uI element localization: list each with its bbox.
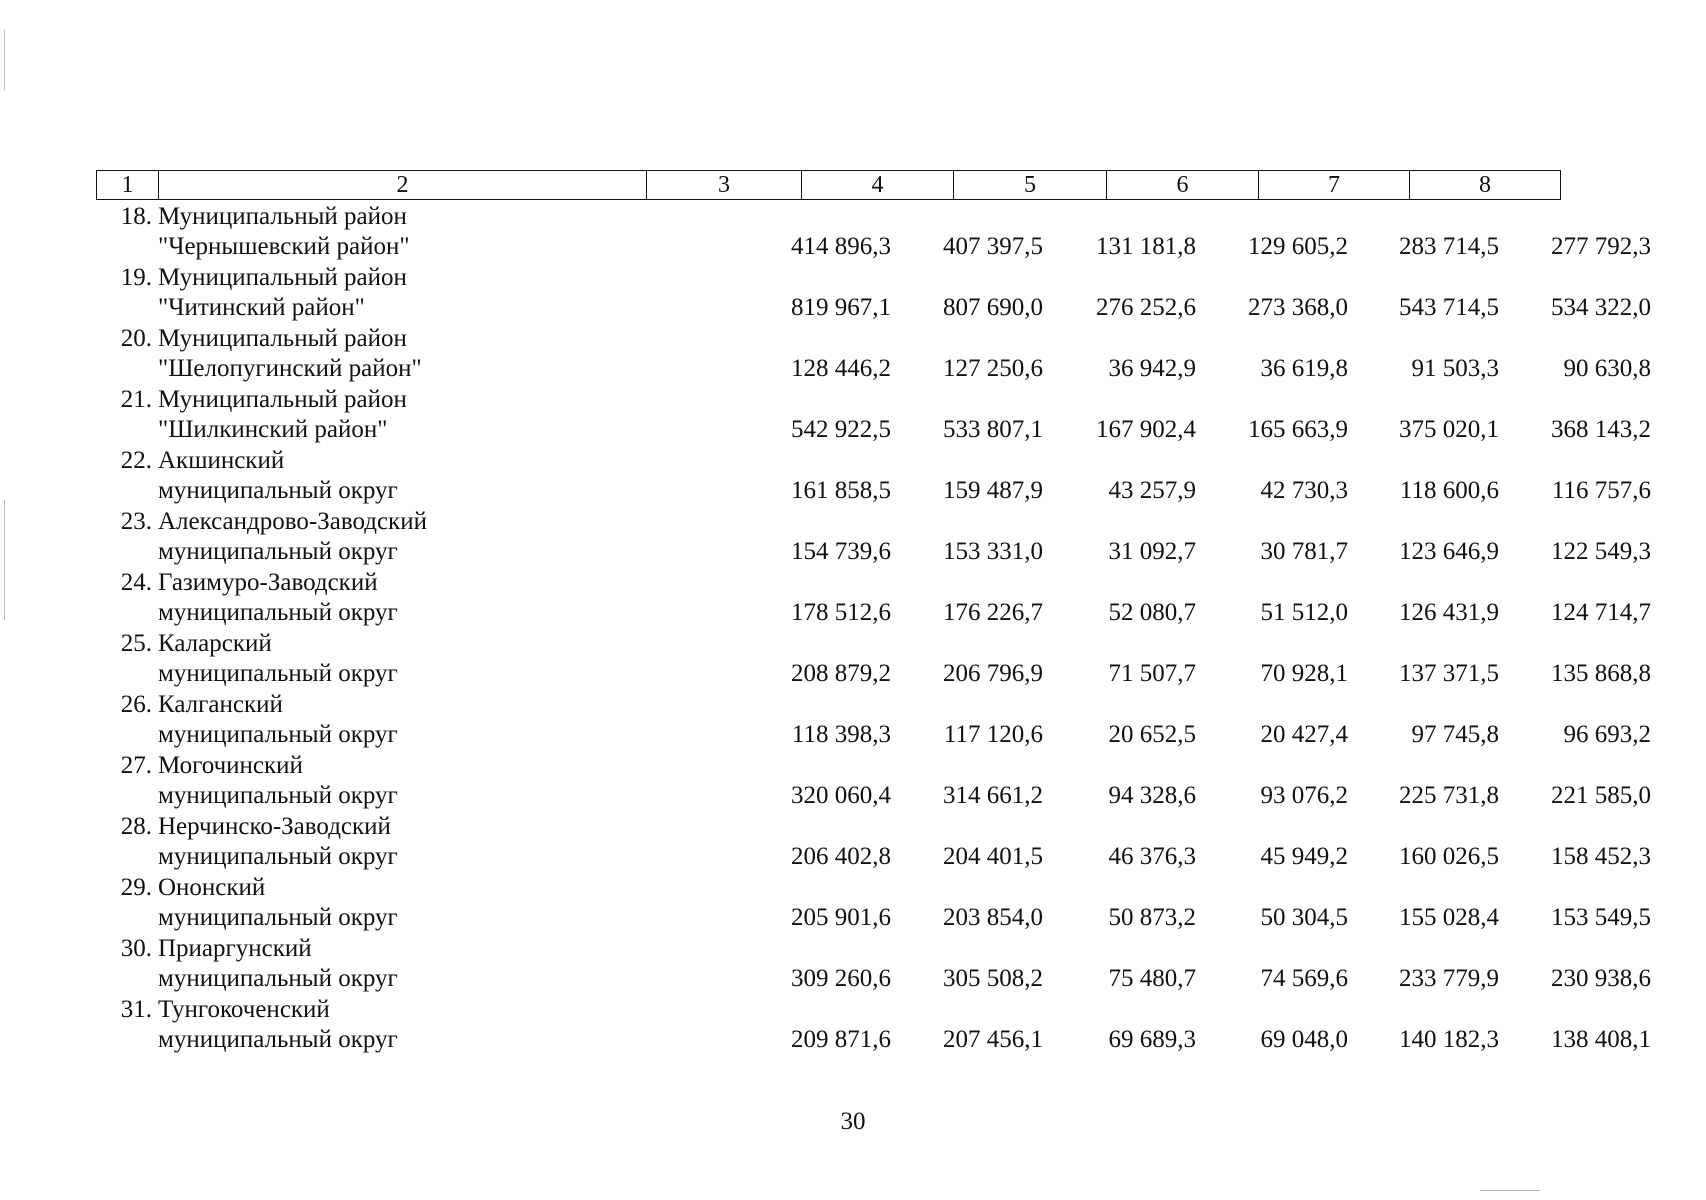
header-col-1: 1: [97, 171, 159, 200]
cell-col-5: 46 376,3: [1108, 843, 1196, 870]
row-name-line2: "Шелопугинский район": [158, 355, 422, 382]
row-name-line1: Муниципальный район: [158, 264, 407, 291]
cell-col-5: 71 507,7: [1108, 660, 1196, 687]
cell-col-4: 206 796,9: [943, 660, 1043, 687]
table-row: [96, 324, 1651, 385]
row-number: 19.: [120, 264, 152, 291]
cell-col-5: 31 092,7: [1108, 538, 1196, 565]
row-name-line2: муниципальный округ: [158, 538, 398, 565]
row-name-line1: Могочинский: [158, 752, 303, 779]
cell-col-8: 90 630,8: [1563, 355, 1651, 382]
column-number-header: [96, 170, 1561, 200]
row-name-line1: Нерчинско-Заводский: [158, 813, 391, 840]
cell-col-7: 118 600,6: [1399, 477, 1499, 504]
cell-col-3: 161 858,5: [791, 477, 891, 504]
row-name-line1: Муниципальный район: [158, 325, 407, 352]
cell-col-3: 154 739,6: [791, 538, 891, 565]
cell-col-5: 50 873,2: [1108, 904, 1196, 931]
header-col-4: 4: [802, 171, 954, 200]
table-row: [96, 385, 1651, 446]
row-number: 29.: [120, 874, 152, 901]
cell-col-7: 375 020,1: [1399, 416, 1499, 443]
cell-col-8: 230 938,6: [1551, 965, 1651, 992]
header-col-8: 8: [1410, 171, 1561, 200]
row-name-line2: муниципальный округ: [158, 965, 398, 992]
row-number: 27.: [120, 752, 152, 779]
row-name-line2: муниципальный округ: [158, 904, 398, 931]
cell-col-6: 93 076,2: [1260, 782, 1348, 809]
cell-col-3: 205 901,6: [791, 904, 891, 931]
cell-col-7: 160 026,5: [1399, 843, 1499, 870]
cell-col-8: 277 792,3: [1551, 233, 1651, 260]
row-name-line1: Каларский: [158, 630, 272, 657]
cell-col-6: 129 605,2: [1248, 233, 1348, 260]
cell-col-7: 123 646,9: [1399, 538, 1499, 565]
table-row: [96, 873, 1651, 934]
row-name-line2: муниципальный округ: [158, 599, 398, 626]
cell-col-5: 75 480,7: [1108, 965, 1196, 992]
table-row: [96, 751, 1651, 812]
row-number: 18.: [120, 203, 152, 230]
row-name-line2: "Читинский район": [158, 294, 365, 321]
cell-col-7: 225 731,8: [1399, 782, 1499, 809]
cell-col-8: 135 868,8: [1551, 660, 1651, 687]
cell-col-7: 543 714,5: [1399, 294, 1499, 321]
row-name-line2: муниципальный округ: [158, 477, 398, 504]
scan-artifact: [1480, 1190, 1540, 1191]
cell-col-7: 283 714,5: [1399, 233, 1499, 260]
cell-col-5: 167 902,4: [1096, 416, 1196, 443]
row-number: 20.: [120, 325, 152, 352]
cell-col-6: 273 368,0: [1248, 294, 1348, 321]
cell-col-6: 50 304,5: [1260, 904, 1348, 931]
cell-col-4: 807 690,0: [943, 294, 1043, 321]
cell-col-3: 819 967,1: [791, 294, 891, 321]
row-number: 28.: [120, 813, 152, 840]
cell-col-3: 414 896,3: [791, 233, 891, 260]
cell-col-3: 209 871,6: [791, 1026, 891, 1053]
table-row: [96, 568, 1651, 629]
table-row: [96, 202, 1651, 263]
cell-col-3: 208 879,2: [791, 660, 891, 687]
row-name-line1: Газимуро-Заводский: [158, 569, 378, 596]
cell-col-4: 305 508,2: [943, 965, 1043, 992]
row-name-line2: муниципальный округ: [158, 660, 398, 687]
header-col-3: 3: [647, 171, 802, 200]
cell-col-7: 155 028,4: [1399, 904, 1499, 931]
cell-col-3: 206 402,8: [791, 843, 891, 870]
row-name-line2: "Шилкинский район": [158, 416, 388, 443]
table-row: [96, 629, 1651, 690]
cell-col-5: 43 257,9: [1108, 477, 1196, 504]
cell-col-4: 203 854,0: [943, 904, 1043, 931]
row-name-line1: Приаргунский: [158, 935, 312, 962]
cell-col-8: 153 549,5: [1551, 904, 1651, 931]
table-row: [96, 446, 1651, 507]
cell-col-6: 36 619,8: [1260, 355, 1348, 382]
cell-col-5: 276 252,6: [1096, 294, 1196, 321]
scan-artifact: [4, 500, 5, 620]
header-col-7: 7: [1259, 171, 1410, 200]
row-number: 22.: [120, 447, 152, 474]
cell-col-3: 128 446,2: [791, 355, 891, 382]
row-name-line1: Акшинский: [158, 447, 285, 474]
table-row: [96, 995, 1651, 1056]
row-number: 31.: [120, 996, 152, 1023]
cell-col-5: 36 942,9: [1108, 355, 1196, 382]
cell-col-8: 116 757,6: [1551, 477, 1651, 504]
page-number: 30: [840, 1108, 866, 1135]
header-col-5: 5: [954, 171, 1107, 200]
row-number: 26.: [120, 691, 152, 718]
cell-col-8: 368 143,2: [1551, 416, 1651, 443]
row-name-line2: муниципальный округ: [158, 782, 398, 809]
cell-col-6: 70 928,1: [1260, 660, 1348, 687]
cell-col-4: 159 487,9: [943, 477, 1043, 504]
cell-col-7: 126 431,9: [1399, 599, 1499, 626]
cell-col-5: 69 689,3: [1108, 1026, 1196, 1053]
cell-col-3: 320 060,4: [791, 782, 891, 809]
row-name-line1: Тунгокоченский: [158, 996, 330, 1023]
cell-col-6: 74 569,6: [1260, 965, 1348, 992]
cell-col-4: 533 807,1: [943, 416, 1043, 443]
cell-col-6: 42 730,3: [1260, 477, 1348, 504]
cell-col-5: 131 181,8: [1096, 233, 1196, 260]
cell-col-5: 20 652,5: [1108, 721, 1196, 748]
cell-col-6: 51 512,0: [1260, 599, 1348, 626]
cell-col-7: 233 779,9: [1399, 965, 1499, 992]
cell-col-8: 122 549,3: [1551, 538, 1651, 565]
row-name-line2: "Чернышевский район": [158, 233, 410, 260]
cell-col-5: 52 080,7: [1108, 599, 1196, 626]
cell-col-7: 97 745,8: [1411, 721, 1499, 748]
cell-col-3: 309 260,6: [791, 965, 891, 992]
table-row: [96, 507, 1651, 568]
row-name-line1: Муниципальный район: [158, 203, 407, 230]
row-number: 23.: [120, 508, 152, 535]
cell-col-6: 45 949,2: [1260, 843, 1348, 870]
row-number: 21.: [120, 386, 152, 413]
cell-col-8: 124 714,7: [1551, 599, 1651, 626]
row-name-line1: Муниципальный район: [158, 386, 407, 413]
row-name-line1: Ононский: [158, 874, 266, 901]
cell-col-7: 91 503,3: [1411, 355, 1499, 382]
row-name-line1: Александрово-Заводский: [158, 508, 427, 535]
cell-col-4: 407 397,5: [943, 233, 1043, 260]
row-number: 25.: [120, 630, 152, 657]
row-number: 30.: [120, 935, 152, 962]
row-name-line2: муниципальный округ: [158, 843, 398, 870]
cell-col-6: 165 663,9: [1248, 416, 1348, 443]
cell-col-6: 30 781,7: [1260, 538, 1348, 565]
row-name-line1: Калганский: [158, 691, 283, 718]
cell-col-4: 127 250,6: [943, 355, 1043, 382]
cell-col-8: 534 322,0: [1551, 294, 1651, 321]
scan-artifact: [4, 30, 5, 90]
cell-col-3: 542 922,5: [791, 416, 891, 443]
table-row: [96, 690, 1651, 751]
row-name-line2: муниципальный округ: [158, 1026, 398, 1053]
table-row: [96, 812, 1651, 873]
table-row: [96, 934, 1651, 995]
cell-col-4: 207 456,1: [943, 1026, 1043, 1053]
table-row: [96, 263, 1651, 324]
cell-col-4: 314 661,2: [943, 782, 1043, 809]
cell-col-8: 96 693,2: [1563, 721, 1651, 748]
header-col-6: 6: [1107, 171, 1259, 200]
cell-col-6: 20 427,4: [1260, 721, 1348, 748]
cell-col-4: 153 331,0: [943, 538, 1043, 565]
table-body: [96, 202, 1651, 1056]
cell-col-4: 204 401,5: [943, 843, 1043, 870]
row-number: 24.: [120, 569, 152, 596]
cell-col-7: 137 371,5: [1399, 660, 1499, 687]
cell-col-8: 158 452,3: [1551, 843, 1651, 870]
cell-col-3: 178 512,6: [791, 599, 891, 626]
cell-col-4: 117 120,6: [943, 721, 1043, 748]
cell-col-7: 140 182,3: [1399, 1026, 1499, 1053]
cell-col-8: 221 585,0: [1551, 782, 1651, 809]
cell-col-5: 94 328,6: [1108, 782, 1196, 809]
cell-col-8: 138 408,1: [1551, 1026, 1651, 1053]
cell-col-6: 69 048,0: [1260, 1026, 1348, 1053]
cell-col-4: 176 226,7: [943, 599, 1043, 626]
row-name-line2: муниципальный округ: [158, 721, 398, 748]
header-col-2: 2: [159, 171, 647, 200]
cell-col-3: 118 398,3: [791, 721, 891, 748]
